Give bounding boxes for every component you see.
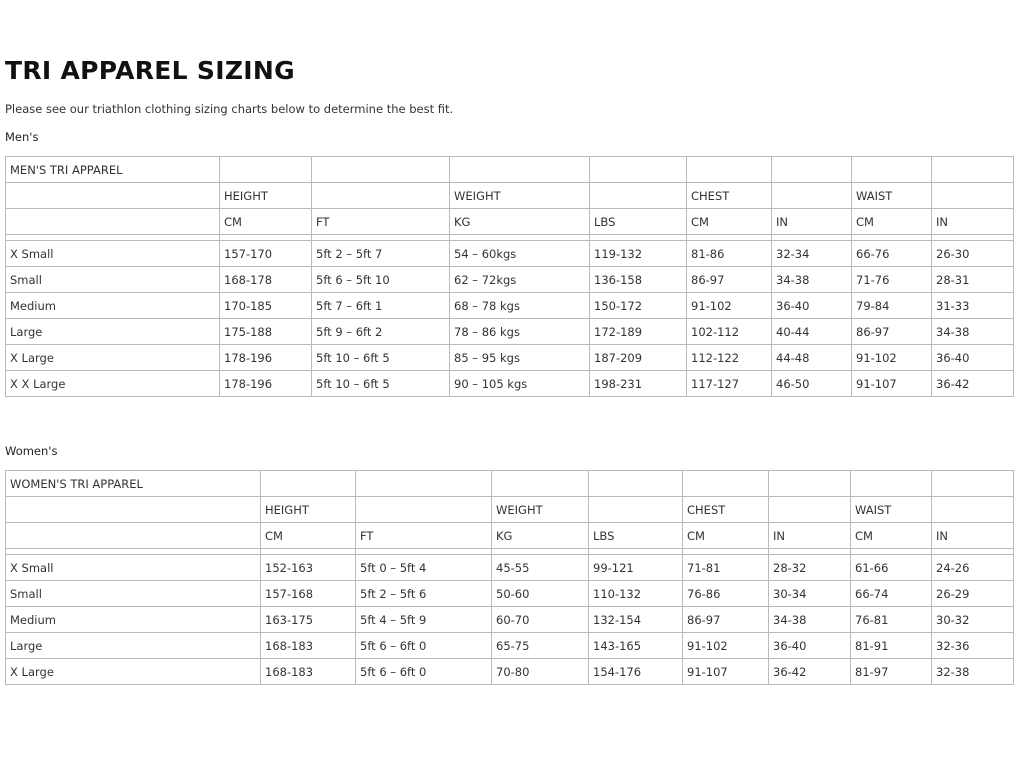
measurement-group-header: HEIGHT — [261, 497, 356, 523]
measurement-group-header: HEIGHT — [220, 183, 312, 209]
size-value: 168-178 — [220, 267, 312, 293]
size-value: 5ft 4 – 5ft 9 — [356, 607, 492, 633]
size-label: X Large — [6, 345, 220, 371]
empty-cell — [220, 157, 312, 183]
size-value: 5ft 7 – 6ft 1 — [312, 293, 450, 319]
measurement-group-header: WAIST — [851, 497, 932, 523]
size-label: X Small — [6, 555, 261, 581]
size-label: Large — [6, 633, 261, 659]
measurement-group-row — [6, 497, 1014, 523]
mens-section-label: Men's — [5, 130, 39, 144]
size-value: 5ft 0 – 5ft 4 — [356, 555, 492, 581]
size-label: Small — [6, 267, 220, 293]
womens-section-label: Women's — [5, 444, 58, 458]
unit-header: CM — [261, 523, 356, 549]
size-value: 91-107 — [683, 659, 769, 685]
size-value: 62 – 72kgs — [450, 267, 590, 293]
empty-cell — [590, 157, 687, 183]
table-caption-row — [6, 157, 1014, 183]
size-label: X Small — [6, 241, 220, 267]
size-value: 110-132 — [589, 581, 683, 607]
size-value: 136-158 — [590, 267, 687, 293]
size-value: 90 – 105 kgs — [450, 371, 590, 397]
size-value: 5ft 10 – 6ft 5 — [312, 371, 450, 397]
size-value: 150-172 — [590, 293, 687, 319]
size-value: 32-34 — [772, 241, 852, 267]
size-value: 86-97 — [687, 267, 772, 293]
size-value: 172-189 — [590, 319, 687, 345]
size-value: 78 – 86 kgs — [450, 319, 590, 345]
empty-cell — [683, 471, 769, 497]
size-label: Medium — [6, 293, 220, 319]
size-value: 68 – 78 kgs — [450, 293, 590, 319]
empty-cell — [687, 157, 772, 183]
empty-cell — [769, 497, 851, 523]
size-value: 54 – 60kgs — [450, 241, 590, 267]
unit-header: IN — [769, 523, 851, 549]
size-value: 60-70 — [492, 607, 589, 633]
size-value: 76-86 — [683, 581, 769, 607]
size-value: 81-97 — [851, 659, 932, 685]
empty-cell — [492, 471, 589, 497]
size-value: 5ft 2 – 5ft 7 — [312, 241, 450, 267]
empty-cell — [772, 157, 852, 183]
empty-cell — [852, 157, 932, 183]
measurement-group-header: CHEST — [683, 497, 769, 523]
size-value: 26-29 — [932, 581, 1014, 607]
size-value: 91-102 — [683, 633, 769, 659]
size-value: 99-121 — [589, 555, 683, 581]
size-value: 163-175 — [261, 607, 356, 633]
size-value: 86-97 — [852, 319, 932, 345]
empty-cell — [851, 471, 932, 497]
page-title: TRI APPAREL SIZING — [5, 56, 295, 85]
size-value: 91-102 — [687, 293, 772, 319]
size-value: 24-26 — [932, 555, 1014, 581]
size-value: 66-74 — [851, 581, 932, 607]
unit-header: FT — [312, 209, 450, 235]
unit-header: CM — [851, 523, 932, 549]
size-value: 117-127 — [687, 371, 772, 397]
table-caption: WOMEN'S TRI APPAREL — [6, 471, 261, 497]
size-value: 36-42 — [769, 659, 851, 685]
size-value: 91-107 — [852, 371, 932, 397]
empty-cell — [932, 471, 1014, 497]
size-value: 31-33 — [932, 293, 1014, 319]
size-value: 45-55 — [492, 555, 589, 581]
size-value: 85 – 95 kgs — [450, 345, 590, 371]
empty-cell — [261, 471, 356, 497]
size-value: 30-32 — [932, 607, 1014, 633]
size-value: 71-76 — [852, 267, 932, 293]
unit-header: KG — [492, 523, 589, 549]
empty-cell — [590, 183, 687, 209]
size-value: 86-97 — [683, 607, 769, 633]
empty-cell — [312, 157, 450, 183]
empty-cell — [932, 157, 1014, 183]
size-value: 46-50 — [772, 371, 852, 397]
table-row — [6, 581, 1014, 607]
table-row — [6, 345, 1014, 371]
table-row — [6, 633, 1014, 659]
empty-cell — [932, 497, 1014, 523]
size-label: X X Large — [6, 371, 220, 397]
size-value: 5ft 9 – 6ft 2 — [312, 319, 450, 345]
size-value: 91-102 — [852, 345, 932, 371]
size-label: Medium — [6, 607, 261, 633]
size-value: 26-30 — [932, 241, 1014, 267]
unit-header: CM — [220, 209, 312, 235]
unit-header: KG — [450, 209, 590, 235]
size-value: 50-60 — [492, 581, 589, 607]
size-value: 168-183 — [261, 633, 356, 659]
table-caption-row — [6, 471, 1014, 497]
empty-cell — [589, 497, 683, 523]
size-value: 34-38 — [769, 607, 851, 633]
size-value: 175-188 — [220, 319, 312, 345]
size-value: 36-42 — [932, 371, 1014, 397]
size-value: 152-163 — [261, 555, 356, 581]
size-value: 32-36 — [932, 633, 1014, 659]
empty-cell — [356, 497, 492, 523]
table-row — [6, 319, 1014, 345]
size-value: 5ft 2 – 5ft 6 — [356, 581, 492, 607]
empty-cell — [932, 183, 1014, 209]
empty-cell — [356, 471, 492, 497]
table-row — [6, 555, 1014, 581]
size-value: 157-168 — [261, 581, 356, 607]
size-value: 70-80 — [492, 659, 589, 685]
unit-header-row — [6, 209, 1014, 235]
size-value: 36-40 — [932, 345, 1014, 371]
womens-size-table — [5, 470, 1014, 685]
empty-cell — [6, 209, 220, 235]
unit-header: IN — [772, 209, 852, 235]
measurement-group-header: CHEST — [687, 183, 772, 209]
size-value: 28-31 — [932, 267, 1014, 293]
size-value: 66-76 — [852, 241, 932, 267]
unit-header: CM — [852, 209, 932, 235]
measurement-group-row — [6, 183, 1014, 209]
size-value: 102-112 — [687, 319, 772, 345]
size-label: X Large — [6, 659, 261, 685]
size-value: 168-183 — [261, 659, 356, 685]
size-value: 36-40 — [772, 293, 852, 319]
measurement-group-header: WEIGHT — [492, 497, 589, 523]
size-value: 30-34 — [769, 581, 851, 607]
empty-cell — [772, 183, 852, 209]
size-value: 178-196 — [220, 345, 312, 371]
size-value: 65-75 — [492, 633, 589, 659]
unit-header: CM — [683, 523, 769, 549]
measurement-group-header: WEIGHT — [450, 183, 590, 209]
size-value: 40-44 — [772, 319, 852, 345]
table-row — [6, 267, 1014, 293]
size-value: 154-176 — [589, 659, 683, 685]
size-value: 76-81 — [851, 607, 932, 633]
size-value: 112-122 — [687, 345, 772, 371]
unit-header-row — [6, 523, 1014, 549]
size-value: 157-170 — [220, 241, 312, 267]
size-label: Small — [6, 581, 261, 607]
size-value: 170-185 — [220, 293, 312, 319]
table-row — [6, 659, 1014, 685]
mens-size-table — [5, 156, 1014, 397]
empty-cell — [6, 497, 261, 523]
empty-cell — [589, 471, 683, 497]
size-label: Large — [6, 319, 220, 345]
size-value: 5ft 6 – 6ft 0 — [356, 633, 492, 659]
size-value: 32-38 — [932, 659, 1014, 685]
unit-header: LBS — [590, 209, 687, 235]
measurement-group-header: WAIST — [852, 183, 932, 209]
size-value: 36-40 — [769, 633, 851, 659]
size-value: 5ft 10 – 6ft 5 — [312, 345, 450, 371]
table-row — [6, 241, 1014, 267]
size-value: 198-231 — [590, 371, 687, 397]
size-value: 28-32 — [769, 555, 851, 581]
table-row — [6, 607, 1014, 633]
intro-text: Please see our triathlon clothing sizing charts below to determine the best fit. — [5, 102, 454, 116]
unit-header: IN — [932, 209, 1014, 235]
size-value: 132-154 — [589, 607, 683, 633]
table-caption: MEN'S TRI APPAREL — [6, 157, 220, 183]
size-value: 5ft 6 – 6ft 0 — [356, 659, 492, 685]
size-value: 34-38 — [932, 319, 1014, 345]
size-value: 61-66 — [851, 555, 932, 581]
unit-header: CM — [687, 209, 772, 235]
empty-cell — [6, 183, 220, 209]
size-value: 71-81 — [683, 555, 769, 581]
size-value: 79-84 — [852, 293, 932, 319]
unit-header: IN — [932, 523, 1014, 549]
size-value: 81-86 — [687, 241, 772, 267]
size-value: 81-91 — [851, 633, 932, 659]
size-value: 187-209 — [590, 345, 687, 371]
size-value: 5ft 6 – 5ft 10 — [312, 267, 450, 293]
table-row — [6, 293, 1014, 319]
unit-header: LBS — [589, 523, 683, 549]
empty-cell — [312, 183, 450, 209]
empty-cell — [450, 157, 590, 183]
table-row — [6, 371, 1014, 397]
size-value: 178-196 — [220, 371, 312, 397]
empty-cell — [6, 523, 261, 549]
size-value: 34-38 — [772, 267, 852, 293]
unit-header: FT — [356, 523, 492, 549]
size-value: 44-48 — [772, 345, 852, 371]
size-value: 143-165 — [589, 633, 683, 659]
empty-cell — [769, 471, 851, 497]
size-value: 119-132 — [590, 241, 687, 267]
